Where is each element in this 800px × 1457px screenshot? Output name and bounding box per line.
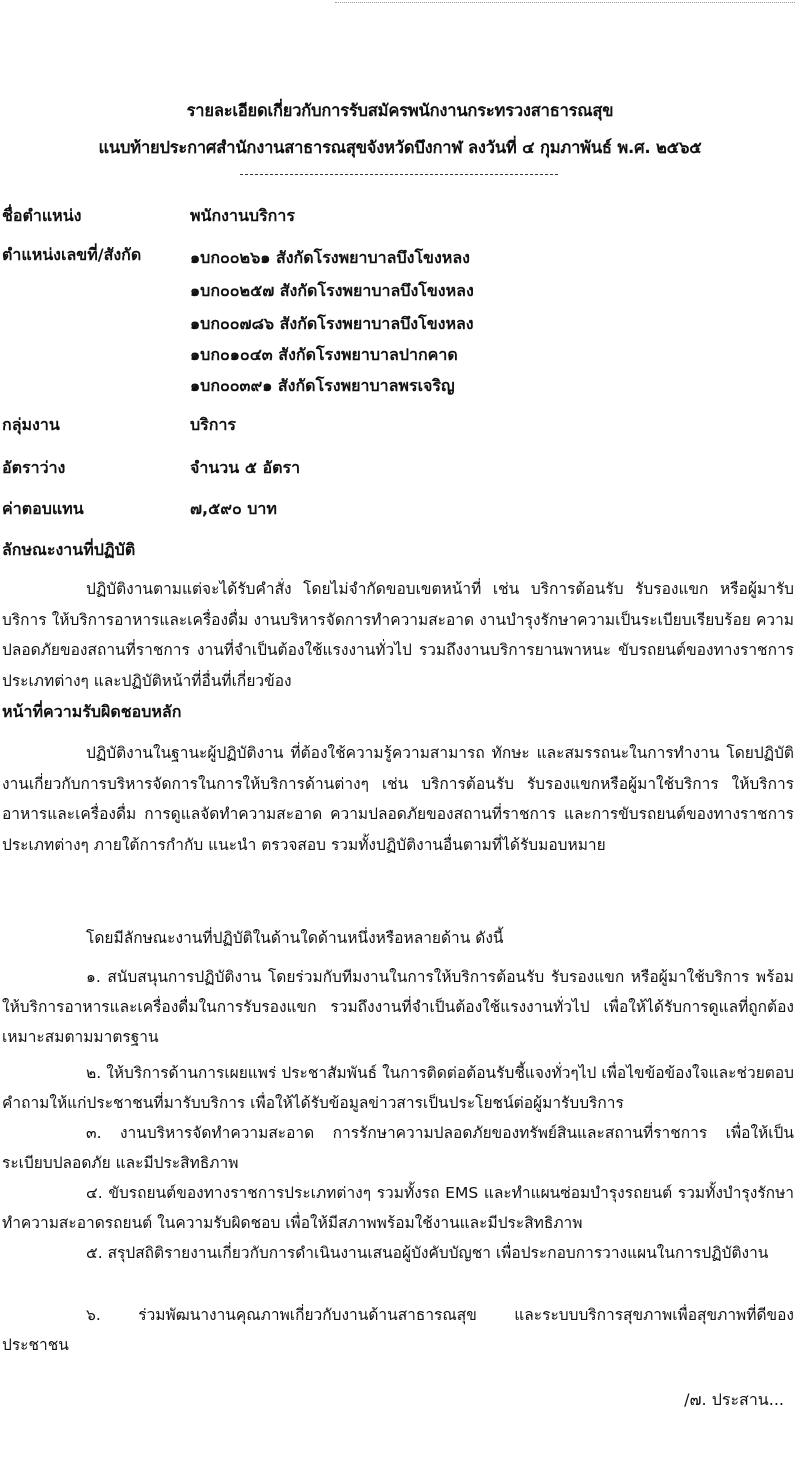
pay-value: ๗,๕๙๐ บาท [190, 499, 277, 518]
duty-item: ๓. งานบริหารจัดทำความสะอาด การรักษาความปลอดภัยของทรัพย์สินและสถานที่ราชการ เพื่อให้เป็นระเบียบปลอดภัย และมีประสิทธิภาพ [2, 1124, 794, 1172]
title-divider [240, 174, 558, 175]
duty-item: ๕. สรุปสถิติรายงานเกี่ยวกับการดำเนินงานเสนอผู้บังคับบัญชา เพื่อประกอบการวางแผนในการปฏิบัติงาน [86, 1244, 769, 1262]
duty-heading: หน้าที่ความรับผิดชอบหลัก [2, 702, 182, 721]
position-number: ๑บก๐๐๗๘๖ สังกัดโรงพยาบาลบึงโขงหลง [190, 314, 474, 333]
continued-marker: /๗. ประสาน... [684, 1390, 784, 1409]
duty-item: ๔. ขับรถยนต์ของทางราชการประเภทต่างๆ รวมทั้งรถ EMS และทำแผนซ่อมบำรุงรถยนต์ รวมทั้งบำรุงรักษาทำความสะอาดรถยนต์ ในความรับผิดชอบ เพื่อให้มีสภาพพร้อมใช้งานและมีประสิทธิภาพ [2, 1184, 794, 1232]
vacancy-value: จำนวน ๕ อัตรา [190, 458, 301, 477]
pay-label: ค่าตอบแทน [2, 499, 84, 518]
duty-paragraph: ปฏิบัติงานในฐานะผู้ปฏิบัติงาน ที่ต้องใช้ความรู้ความสามารถ ทักษะ และสมรรถนะในการทำงาน โดยปฏิบัติงานเกี่ยวกับการบริหารจัดการในการให้บริการด้านต่างๆ เช่น บริการต้อนรับ รับรองแขกหรือผู้มาใช้บริการ ให้บริการอาหารและเครื่องดื่ม การดูแลจัดทำความสะอาด ความปลอดภัยของสถานที่ราชการ และการขับรถยนต์ของทางราชการประเภทต่างๆ ภายใต้การกำกับ แนะนำ ตรวจสอบ รวมทั้งปฏิบัติงานอื่นตามที่ได้รับมอบหมาย [2, 744, 794, 854]
group-value: บริการ [190, 415, 237, 434]
duty-item: ๒. ให้บริการด้านการเผยแพร่ ประชาสัมพันธ์ ในการติดต่อต้อนรับชี้แจงทั่วๆไป เพื่อไขข้อข้องใจและช่วยตอบคำถามให้แก่ประชาชนที่มารับบริการ เพื่อให้ได้รับข้อมูลข่าวสารเป็นประโยชน์ต่อผู้มารับบริการ [2, 1064, 794, 1112]
scan-edge-line [335, 2, 795, 3]
title-line-2: แนบท้ายประกาศสำนักงานสาธารณสุขจังหวัดบึงกาฬ ลงวันที่ ๔ กุมภาพันธ์ พ.ศ. ๒๕๖๕ [98, 138, 702, 157]
duty-intro: โดยมีลักษณะงานที่ปฏิบัติในด้านใดด้านหนึ่งหรือหลายด้าน ดังนี้ [86, 929, 504, 947]
position-numbers-label: ตำแหน่งเลขที่/สังกัด [2, 245, 142, 264]
position-number: ๑บก๐๑๐๔๓ สังกัดโรงพยาบาลปากคาด [190, 345, 458, 364]
position-number: ๑บก๐๐๒๕๗ สังกัดโรงพยาบาลบึงโขงหลง [190, 281, 474, 300]
position-name-label: ชื่อตำแหน่ง [2, 206, 82, 225]
nature-paragraph: ปฏิบัติงานตามแต่จะได้รับคำสั่ง โดยไม่จำกัดขอบเขตหน้าที่ เช่น บริการต้อนรับ รับรองแขก หรือผู้มารับบริการ ให้บริการอาหารและเครื่องดื่ม งานบริหารจัดการทำความสะอาด งานบำรุงรักษาความเป็นระเบียบเรียบร้อย ความปลอดภัยของสถานที่ราชการ งานที่จำเป็นต้องใช้แรงงานทั่วไป รวมถึงงานบริการยานพาหนะ ขับรถยนต์ของทางราชการประเภทต่างๆ และปฏิบัติหน้าที่อื่นที่เกี่ยวข้อง [2, 580, 794, 690]
position-number: ๑บก๐๐๓๙๑ สังกัดโรงพยาบาลพรเจริญ [190, 376, 455, 395]
nature-heading: ลักษณะงานที่ปฏิบัติ [2, 540, 136, 559]
duty-item: ๖. ร่วมพัฒนางานคุณภาพเกี่ยวกับงานด้านสาธารณสุข และระบบบริการสุขภาพเพื่อสุขภาพที่ดีของประชาชน [2, 1306, 794, 1354]
duty-item: ๑. สนับสนุนการปฏิบัติงาน โดยร่วมกับทีมงานในการให้บริการต้อนรับ รับรองแขก หรือผู้มาใช้บริการ พร้อมให้บริการอาหารและเครื่องดื่มในการรับรองแขก รวมถึงงานที่จำเป็นต้องใช้แรงงานทั่วไป เพื่อให้ได้รับการดูแลที่ถูกต้องเหมาะสมตามมาตรฐาน [2, 968, 794, 1046]
position-number: ๑บก๐๐๒๖๑ สังกัดโรงพยาบาลบึงโขงหลง [190, 248, 470, 267]
vacancy-label: อัตราว่าง [2, 458, 66, 477]
group-label: กลุ่มงาน [2, 415, 60, 434]
position-name-value: พนักงานบริการ [190, 206, 295, 225]
title-line-1: รายละเอียดเกี่ยวกับการรับสมัครพนักงานกระทรวงสาธารณสุข [186, 101, 614, 120]
